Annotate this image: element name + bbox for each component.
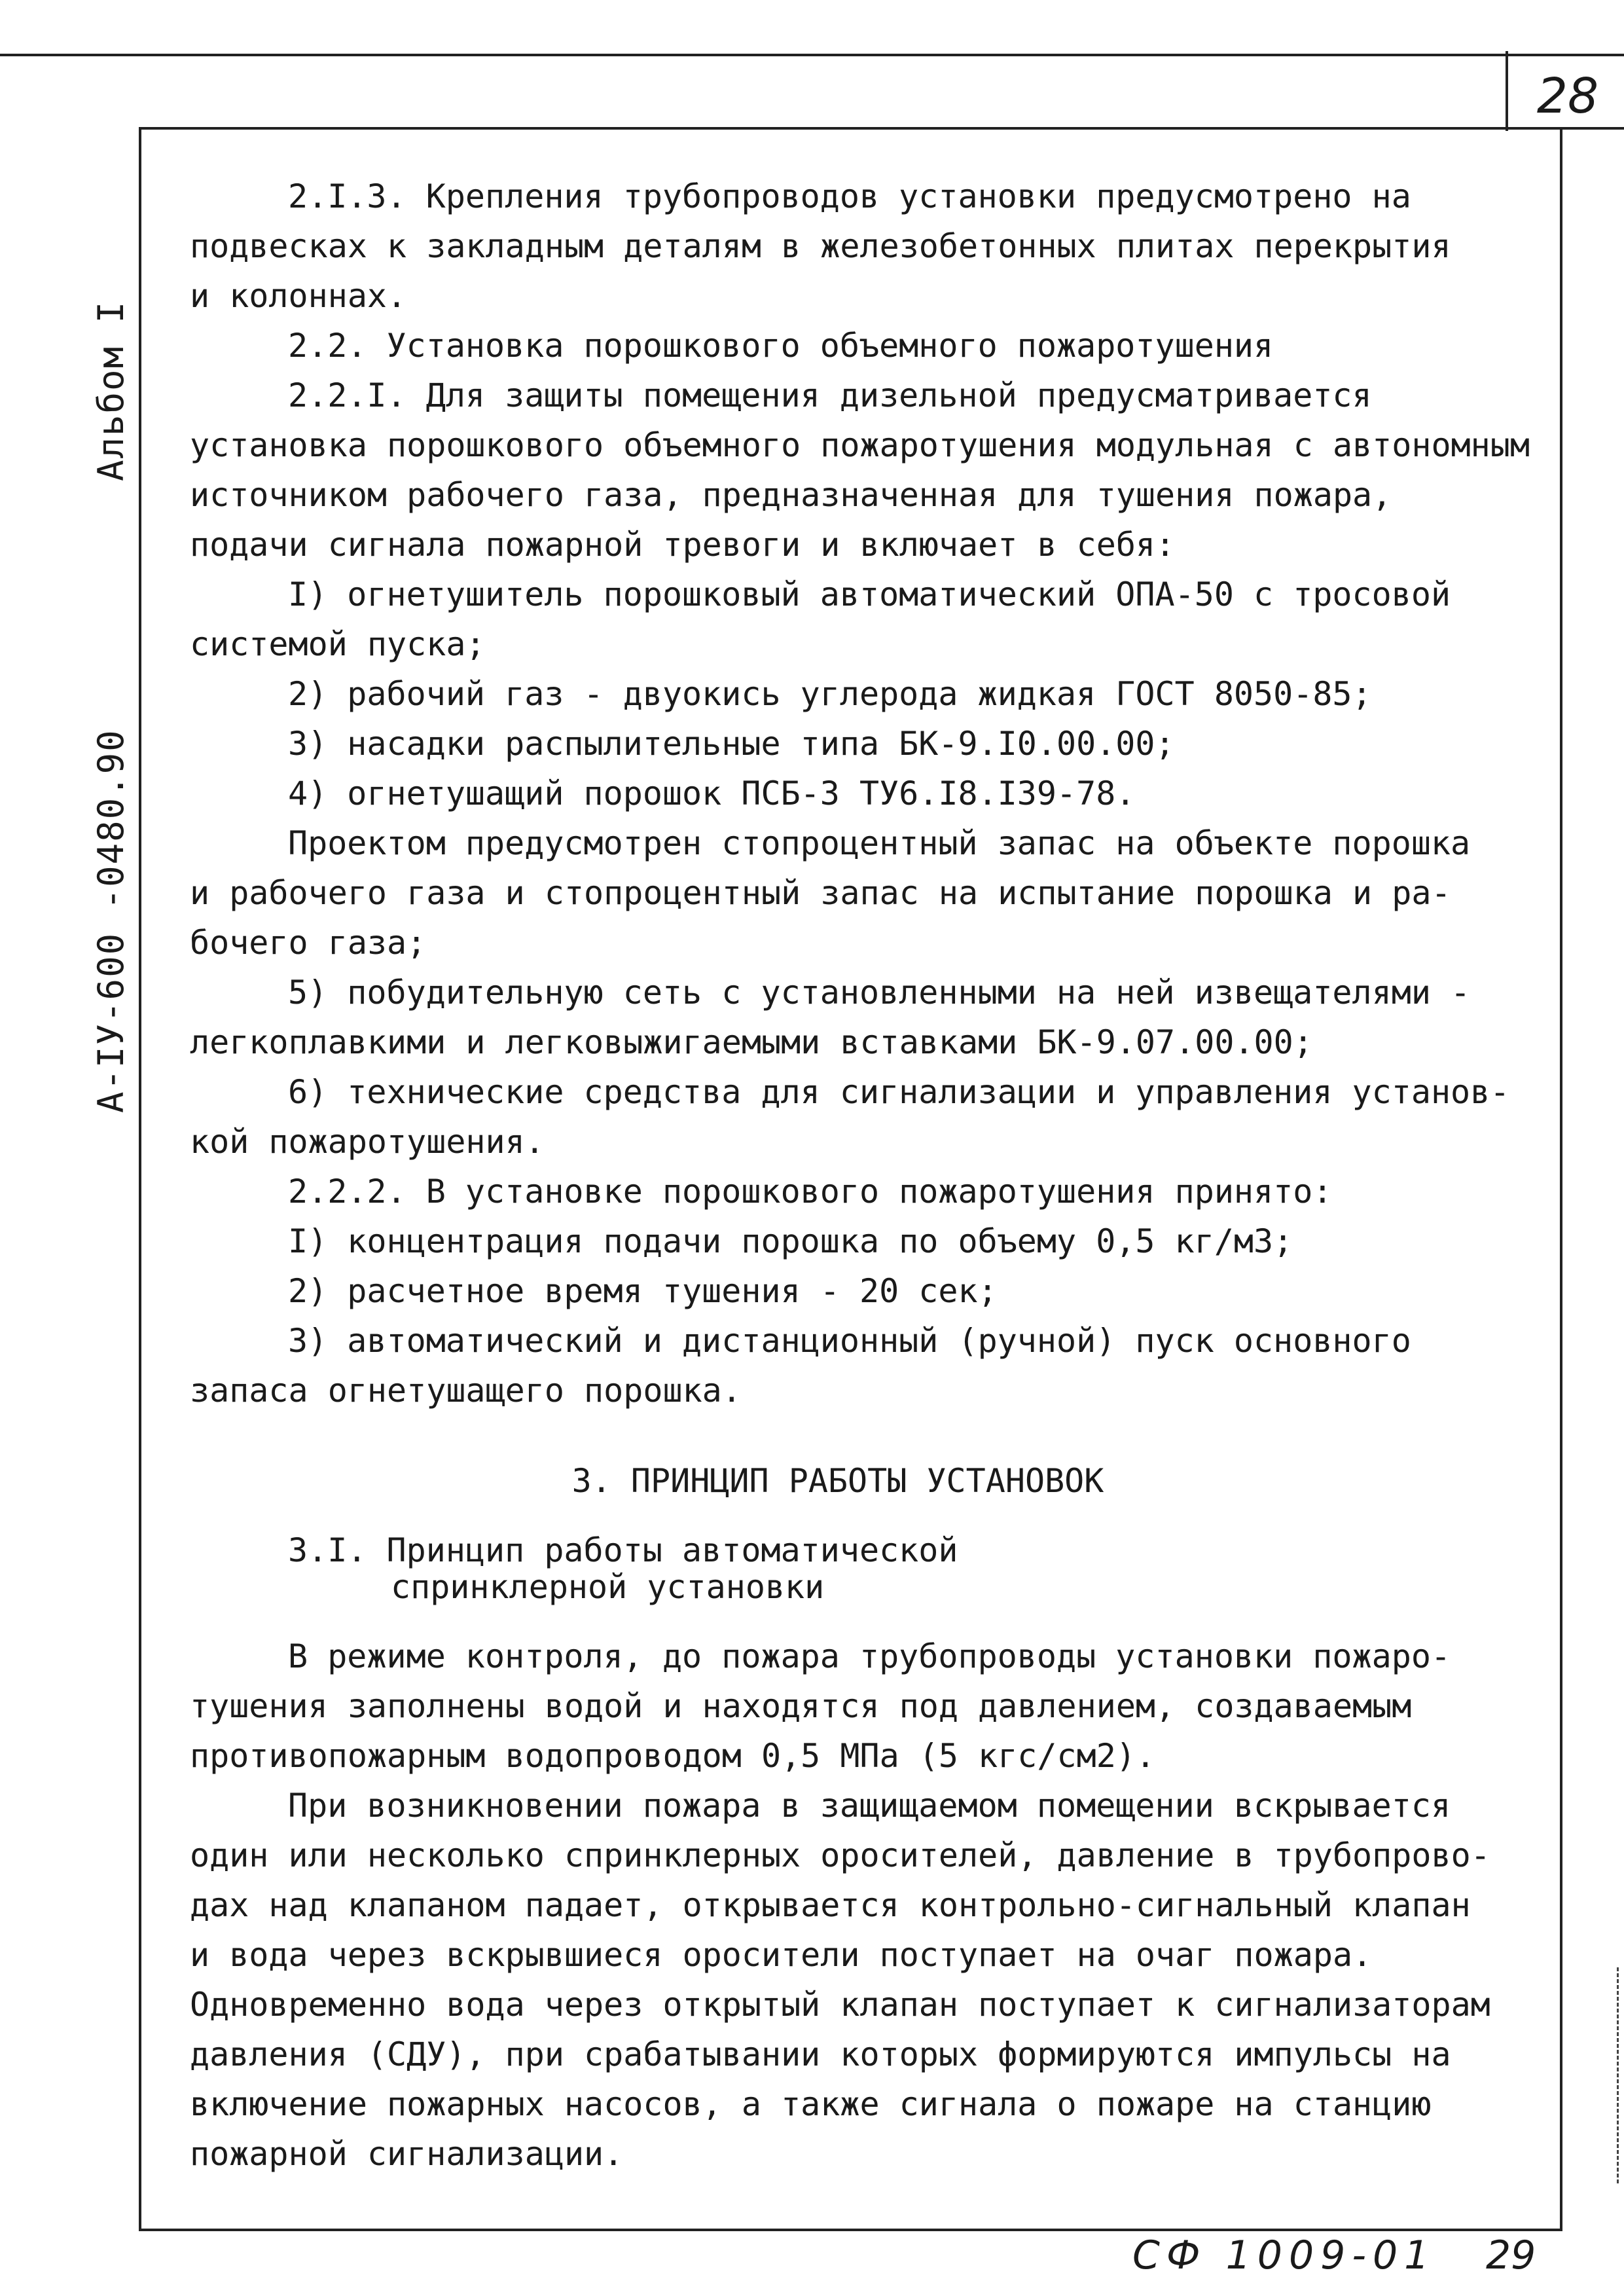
- list-item: 5) побудительную сеть с установленными на ней извещателями -: [288, 974, 1471, 1011]
- text-line: 2.2.I. Для защиты помещения дизельной предусматривается: [288, 376, 1372, 414]
- text-line: и колоннах.: [190, 277, 407, 315]
- list-item: 3) автоматический и дистанционный (ручной) пуск основного: [288, 1322, 1411, 1360]
- text-line: включение пожарных насосов, а также сигнала о пожаре на станцию: [190, 2085, 1432, 2123]
- text-line: противопожарным водопроводом 0,5 МПа (5 кгс/см2).: [190, 1737, 1156, 1775]
- text-line: один или несколько спринклерных оросителей, давление в трубопрово-: [190, 1836, 1490, 1874]
- section-heading: 2.2. Установка порошкового объемного пожаротушения: [288, 327, 1274, 365]
- text-line: 2.2.2. В установке порошкового пожаротушения принято:: [288, 1173, 1333, 1211]
- text-line: бочего газа;: [190, 924, 427, 962]
- text-line: запаса огнетушащего порошка.: [190, 1372, 742, 1410]
- list-item: I) огнетушитель порошковый автоматический ОПА-50 с тросовой: [288, 575, 1451, 613]
- text-line: и вода через вскрывшиеся оросители поступает на очаг пожара.: [190, 1936, 1373, 1974]
- subsection-title-line: спринклерной установки: [391, 1568, 825, 1606]
- text-line: установка порошкового объемного пожаротушения модульная с автономным: [190, 426, 1530, 464]
- section-title: 3. ПРИНЦИП РАБОТЫ УСТАНОВОК: [571, 1462, 1104, 1500]
- list-item: 3) насадки распылительные типа БК-9.I0.00.00;: [288, 725, 1175, 763]
- album-label: Альбом I: [90, 300, 132, 481]
- text-line: источником рабочего газа, предназначенная для тушения пожара,: [190, 476, 1392, 514]
- list-item: 4) огнетушащий порошок ПСБ-3 ТУ6.I8.I39-78.: [288, 774, 1136, 812]
- list-item: 6) технические средства для сигнализации и управления установ-: [288, 1073, 1510, 1111]
- page-number: 28: [1536, 68, 1599, 124]
- text-line: системой пуска;: [190, 625, 486, 663]
- text-line: подвесках к закладным деталям в железобетонных плитах перекрытия: [190, 227, 1451, 265]
- top-frame-line: [0, 54, 1624, 56]
- list-item: I) концентрация подачи порошка по объему 0,5 кг/м3;: [288, 1222, 1293, 1260]
- list-item: 2) расчетное время тушения - 20 сек;: [288, 1272, 998, 1310]
- text-line: давления (СДУ), при срабатывании которых формируются импульсы на: [190, 2035, 1451, 2073]
- margin-mark: [1617, 1967, 1621, 2183]
- document-stamp: СФ 1009-01: [1132, 2232, 1436, 2278]
- text-line: легкоплавкими и легковыжигаемыми вставками БК-9.07.00.00;: [190, 1023, 1313, 1061]
- subsection-title-line: 3.I. Принцип работы автоматической: [288, 1531, 958, 1569]
- text-line: кой пожаротушения.: [190, 1123, 545, 1161]
- text-line: В режиме контроля, до пожара трубопроводы установки пожаро-: [288, 1637, 1451, 1675]
- text-line: и рабочего газа и стопроцентный запас на испытание порошка и ра-: [190, 874, 1451, 912]
- text-line: Проектом предусмотрен стопроцентный запас на объекте порошка: [288, 824, 1471, 862]
- sheet-number: 29: [1486, 2232, 1536, 2278]
- text-line: При возникновении пожара в защищаемом помещении вскрывается: [288, 1787, 1451, 1825]
- text-line: подачи сигнала пожарной тревоги и включает в себя:: [190, 526, 1176, 564]
- document-body: [190, 172, 1530, 2179]
- list-item: 2) рабочий газ - двуокись углерода жидкая ГОСТ 8050-85;: [288, 675, 1372, 713]
- text-line: 2.I.3. Крепления трубопроводов установки предусмотрено на: [288, 177, 1411, 215]
- document-code-label: А-IУ-600 -0480.90: [90, 729, 132, 1113]
- page-number-box-divider: [1506, 51, 1508, 131]
- text-line: тушения заполнены водой и находятся под давлением, создаваемым: [190, 1687, 1412, 1725]
- text-line: дах над клапаном падает, открывается контрольно-сигнальный клапан: [190, 1886, 1471, 1924]
- text-line: пожарной сигнализации.: [190, 2135, 624, 2173]
- text-line: Одновременно вода через открытый клапан поступает к сигнализаторам: [190, 1986, 1490, 2024]
